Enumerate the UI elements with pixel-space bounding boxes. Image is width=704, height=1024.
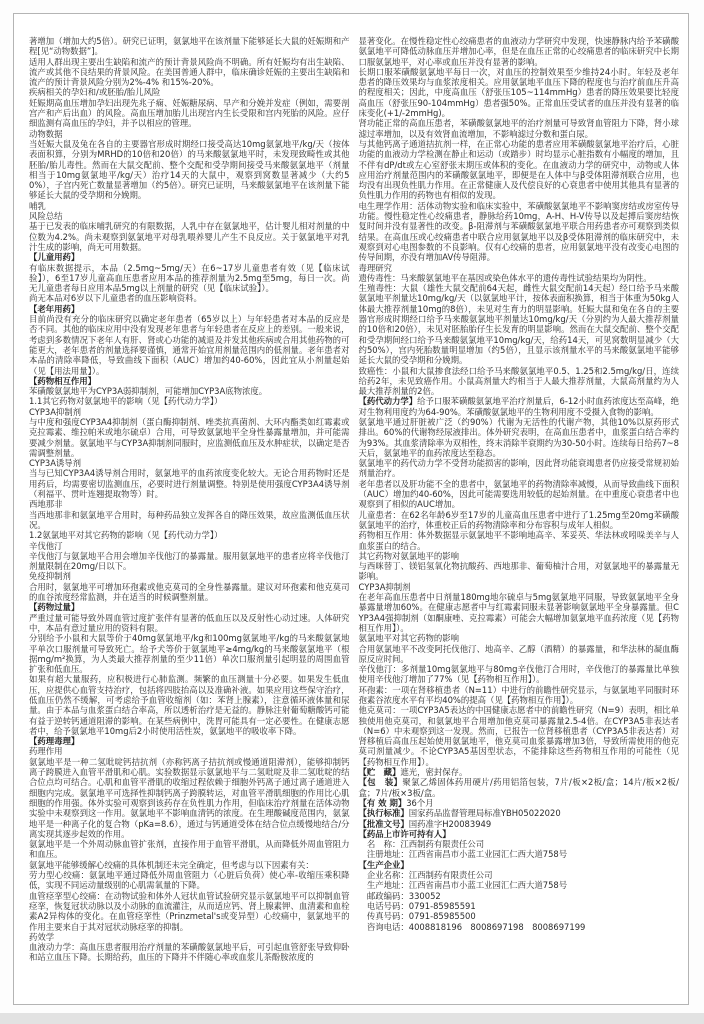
- paragraph: [359, 705, 680, 767]
- paragraph-text: 尚无本品对6岁以下儿童患者的血压影响资料。: [29, 293, 202, 304]
- paragraph-text: 氨氯地平的药代动力学不受肾功能损害的影响，因此肾功能衰竭患者仍应接受常规初始剂量治疗。: [358, 458, 679, 479]
- paragraph-text: 免疫抑制剂: [29, 571, 71, 582]
- paragraph-text: 国家药品监督管理局标准YBH05022020: [408, 808, 561, 819]
- paragraph: [359, 396, 680, 417]
- paragraph-text: 36个月: [406, 797, 434, 808]
- paragraph: [29, 396, 350, 406]
- paragraph: [29, 98, 350, 129]
- paragraph-text: 疾病相关的孕妇和/或胚胎/胎儿风险: [29, 87, 161, 98]
- paragraph: [29, 263, 350, 294]
- paragraph-text: CYP3A抑制剂: [29, 406, 82, 417]
- paragraph: [29, 541, 350, 551]
- paragraph-text: 当西地那非和氨氯地平合用时，每种药品独立发挥各自的降压效果，故应监测低血压状况。: [29, 509, 350, 530]
- paragraph: [29, 57, 350, 88]
- paragraph-text: 有临床数据提示，本品（2.5mg~5mg/天）在6~17岁儿童患者有效（见【临床试验】），6至17岁儿童高血压患者应用本品的推荐剂量为2.5mg至5mg，每日一次。尚无儿童患者每日应用本品5mg以上剂量的研究（见【临床试验】）。: [29, 262, 350, 294]
- paragraph: [359, 839, 680, 849]
- paragraph-text: 显著变化。在慢性稳定性心绞痛患者的血液动力学研究中发现，快速静脉内给予苯磺酸氨氯地平可降低动脉血压并增加心率，但是在血压正常的心绞痛患者的临床研究中长期口服氨氯地平，对心率或血压并没有显著的影响。: [358, 36, 679, 67]
- paragraph-text: 给予口服苯磺酸氨氯地平治疗剂量后，6-12小时血药浓度达至高峰，绝对生物利用度约为64-90%。苯磺酸氨氯地平的生物利用度不受摄入食物的影响。: [358, 396, 680, 417]
- paragraph: [29, 468, 350, 499]
- paragraph: [29, 376, 350, 386]
- paragraph: [359, 510, 680, 531]
- paragraph-text: 注册地址：江西省南昌市小蓝工业园汇仁西大道758号: [358, 849, 568, 860]
- paragraph-text: 合用时，氨氯地平可增加环孢素或他克莫司的全身性暴露量。建议对环孢素和他克莫司的血谷浓度经常监测，并在适当的时候调整剂量。: [29, 581, 350, 603]
- paragraph-text: 致癌性：小鼠和大鼠掺食法经口给予马来酸氨氯地平0.5、1.25和2.5mg/kg/日，连续给药2年，未见致癌作用。小鼠高剂量大约相当于人最大推荐剂量，大鼠高剂量约为人最大推荐剂量的2倍。: [358, 365, 679, 397]
- paragraph: [359, 767, 680, 777]
- paragraph-text: 严重过量可能导致外周血管过度扩张伴有显著的低血压以及反射性心动过速。人体研究中，本品有意过量应用的资料有限。: [29, 612, 350, 633]
- paragraph: [29, 417, 350, 458]
- paragraph: [29, 551, 350, 572]
- paragraph-text: 氨氯地平是一个外周动脉血管扩张剂，直接作用于血管平滑肌，从而降低外周血管阻力和血压。: [29, 839, 350, 860]
- paragraph: [29, 221, 350, 252]
- paragraph-text: 电生理学作用：活体动物实验和临床实验中，苯磺酸氨氯地平不影响窦房结或房室传导功能。慢性稳定性心绞痛患者，静脉给药10mg，A-H、H-V传导以及起搏后窦房结恢复时间并没有显著性的改变。β-阻滞剂与苯磺酸氨氯地平联合用药患者亦可观察到类似结果。在高血压或心绞痛患者中联合应用氨氯地平以及β受体阻滞剂的临床研究中，未观察到对心电图参数的不良影响。仅有心绞痛的患者，应用氨氯地平没有改变心电图的传导间期，亦没有增加AV传导阻滞。: [358, 200, 679, 263]
- paragraph: [29, 674, 350, 736]
- paragraph: [359, 530, 680, 551]
- paragraph: [29, 633, 350, 674]
- section-header: 【批准文号】: [358, 818, 409, 829]
- paragraph: [29, 458, 350, 468]
- paragraph: [359, 366, 680, 397]
- paragraph-text: 遗传毒性：马来酸氨氯地平在基因或染色体水平的遗传毒性试验结果均为阴性。: [358, 272, 652, 283]
- paragraph: [359, 808, 680, 818]
- paragraph-text: 适用人群出现主要出生缺陷和流产的预计背景风险尚不明确。所有妊娠均有出生缺陷、流产或其他不良结果的背景风险。在美国普通人群中，临床确诊妊娠的主要出生缺陷和流产的预计背景风险分别为2%-4% 和15%-20%。: [29, 56, 350, 88]
- paragraph-text: 咨询电话：4008818196 8008697198 8008697199: [358, 921, 586, 932]
- paragraph-text: 苯磺酸氨氯地平为CYP3A弱抑制剂，可能增加CYP3A底物浓度。: [29, 386, 268, 397]
- paragraph: [29, 510, 350, 531]
- insert-text-content: [29, 36, 679, 963]
- paragraph: [359, 139, 680, 201]
- paragraph: [359, 891, 680, 901]
- paragraph-text: 劳力型心绞痛：氨氯地平通过降低外周血管阻力（心脏后负荷）使心率-收缩压乘积降低，实现不同运动量级别的心肌需氧量的下降。: [29, 870, 350, 891]
- paragraph-text: 企业名称：江西制药有限责任公司: [358, 870, 493, 881]
- paragraph-text: 生产地址：江西省南昌市小蓝工业园汇仁西大道758号: [358, 880, 568, 891]
- paragraph: [359, 664, 680, 685]
- paragraph: [359, 458, 680, 479]
- paragraph-text: 1.2氨氯地平对其它药物的影响（见【药代动力学】）: [29, 530, 223, 541]
- paragraph: [359, 201, 680, 263]
- paragraph: [359, 417, 680, 458]
- paragraph-text: 在老年高血压患者中日剂量180mg地尔硫卓与5mg氨氯地平同服，导致氨氯地平全身暴露量增加60%。在健康志愿者中与红霉素同服未显著影响氨氯地平全身暴露量。但CYP3A4强抑制剂（如酮康唑、克拉霉素）可能会大幅增加氨氯地平血药浓度（见【药物相互作用】）。: [358, 592, 679, 633]
- paragraph-text: 血管痉挛型心绞痛：在动物试验和体外人冠状血管试验研究显示氨氯地平可以抑制血管痉挛，恢复冠状动脉以及小动脉的血流灌注，从而适应钙、肾上腺素钾、血清素和血栓素A2异构体的变化。在血管痉挛性（Prinzmetal's或变异型）心绞痛中，氨氯地平的作用主要来自于其对冠状动脉痉挛的抑制。: [29, 890, 350, 932]
- paragraph-text: 长期口服苯磺酸氨氯地平每日一次，对血压的控制效果至少维持24小时。年轻及老年患者的降压效果均与血浆浓度相关。应用氨氯地平血压下降的程度也与治疗前血压升高的程度相关；因此，中度高血压（舒张压105~114mmHg）患者的降压效果要比轻度高血压（舒张压90-104mmHg）患者强50%。正常血压受试者的血压并没有显著的临床变化(+1/-2mmHg)。: [358, 66, 679, 119]
- paragraph-text: 著增加（增加大约5倍）。研究已证明，氨氯地平在该剂量下能够延长大鼠的妊娠期和产程[见“动物数据”]。: [29, 36, 350, 57]
- paragraph: [29, 407, 350, 417]
- paragraph: [359, 644, 680, 665]
- paragraph: [359, 479, 680, 510]
- paragraph: [359, 263, 680, 273]
- paragraph-text: CYP3A抑制剂: [358, 581, 411, 592]
- paragraph-text: 辛伐他汀: [29, 540, 63, 551]
- paragraph: [29, 839, 350, 860]
- paragraph-text: 氨氯地平通过肝脏被广泛（约90%）代谢为无活性的代谢产物，其他10%以原药形式排出。60%的代谢物经尿液排出。体外研究表明，在高血压患者中，血浆蛋白结合率约为93%。其血浆清除率为双相性，终末消除半衰期约为30-50小时。连续每日给药7~8天后，氨氯地平的血药浓度达至稳态。: [358, 416, 679, 458]
- paragraph-text: 妊娠期高血压增加孕妇出现先兆子痫、妊娠糖尿病、早产和分娩并发症（例如，需要剖宫产和产后出血）的风险。高血压增加胎儿出现宫内生长受限和宫内死胎的风险。应仔细监测有高血压的孕妇，并予以相应的管理。: [29, 97, 350, 129]
- section-header: 【药代动力学】: [358, 396, 418, 407]
- paragraph: [29, 129, 350, 139]
- section-header: 【执行标准】: [358, 808, 409, 819]
- paragraph: [359, 551, 680, 561]
- paragraph-text: 当与已知CYP3A4诱导剂合用时，氨氯地平的血药浓度变化较大。无论合用药物时还是用药后，均需要密切监测血压，必要时进行剂量调整。特别是使用强度CYP3A4诱导剂（利福平、贯叶连翘提取物等）时。: [29, 468, 350, 500]
- paragraph-text: 目前尚没有充分的临床研究以确定老年患者（65岁以上）与年轻患者对本品的反应是否不同。其他的临床应用中没有发现老年患者与年轻患者在反应上的差别。一般来说，考虑到多数情况下老年人有肝、肾或心功能的减退及并发其他疾病或合用其他药物的可能更大，老年患者的剂量选择要谨慎，通常开始宜用剂量范围内的低剂量。老年患者对本品的清除率降低，导致曲线下面积（AUC）增加约40-60%，因此宜从小剂量起始（见【用法用量】）。: [29, 314, 350, 376]
- paragraph: [29, 201, 350, 211]
- paragraph-text: 药理作用: [29, 746, 63, 757]
- paragraph-text: 辛伐他汀与氨氯地平合用会增加辛伐他汀的暴露量。服用氨氯地平的患者应将辛伐他汀剂量限制在20mg/日以下。: [29, 550, 350, 572]
- paragraph-text: 动物数据: [29, 128, 63, 139]
- paragraph-text: 邮政编码：330052: [358, 890, 441, 901]
- paragraph: [29, 87, 350, 97]
- paragraph-text: 分别给予小鼠和大鼠等价于40mg氨氯地平/kg和100mg氨氯地平/kg的马来酸氨氯地平单次口服剂量可导致死亡。给予犬等价于氨氯地平≥4mg/kg的马来酸氨氯地平（根据mg/m²换算，为人类最大推荐剂量的至少11倍）单次口服剂量引起明显的周围血管扩张和低血压。: [29, 633, 350, 675]
- paragraph: [359, 685, 680, 706]
- paragraph-text: 国药准字H20083949: [408, 818, 492, 829]
- paragraph: [359, 592, 680, 633]
- paragraph: [29, 891, 350, 932]
- section-header: 【贮 藏】: [358, 767, 401, 778]
- right-column: [359, 36, 680, 963]
- paragraph: [359, 777, 680, 798]
- paragraph: [29, 304, 350, 314]
- paragraph: [359, 911, 680, 921]
- paragraph-text: 基于已发表的临床哺乳研究的有限数据，人乳中存在氨氯地平，估计婴儿相对剂量的中位数为4.2%。尚未观察到氨氯地平对母乳喂养婴儿产生不良反应。关于氨氯地平对乳汁生成的影响，尚无可用数据。: [29, 221, 350, 252]
- paragraph: [29, 932, 350, 942]
- paragraph-text: 氨氯地平是一种二氢吡啶钙拮抗剂（亦称钙离子拮抗剂或慢通道阻滞剂），能够抑制钙离子跨膜进入血管平滑肌和心肌。实验数据显示氨氯地平与二氢吡啶及非二氢吡啶的结合位点均可结合。心肌和血管平滑肌的收缩过程依赖于细胞外钙离子通过离子通道进入细胞内完成。氨氯地平可选择性抑制钙离子跨膜转运，对血管平滑肌细胞的作用比心肌细胞的作用强。体外实验可观察到该药存在负性肌力作用，但临床治疗剂量在活体动物实验中未观察到这一作用。氨氯地平不影响血清钙的浓度。在生理酸碱度范围内，氨氯地平是一种离子化的复合物（pKa=8.6），通过与钙通道受体在结合位点缓慢地结合/分离实现其逐步起效的作用。: [29, 756, 350, 839]
- section-header: 【老年用药】: [29, 303, 80, 314]
- paragraph-text: 与中度和强度CYP3A4抑制剂（蛋白酶抑制剂、唑类抗真菌剂、大环内酯类如红霉素或克拉霉素、维拉帕米或地尔硫卓）合用，可导致氨氯地平全身性暴露量增加，并可能需要减少剂量。氨氯地平与CYP3A抑制剂同服时，应监测低血压及水肿症状，以确定是否需调整剂量。: [29, 416, 350, 458]
- paragraph-text: 传真号码：0791-85985500: [358, 911, 476, 922]
- section-header: 【药品上市许可持有人】: [358, 828, 451, 839]
- paragraph: [29, 757, 350, 839]
- paragraph-text: 儿童患者：在62名年龄6岁至17岁的儿童高血压患者中进行了1.25mg至20mg苯磺酸氨氯地平的治疗，体重校正后的药物清除率和分布容积与成年人相似。: [358, 509, 679, 530]
- paragraph: [359, 819, 680, 829]
- paragraph-text: 肾功能正常的高血压患者，苯磺酸氨氯地平的治疗剂量可导致肾血管阻力下降，肾小球滤过率增加，以及有效肾血流增加，不影响滤过分数和蛋白尿。: [358, 118, 679, 139]
- paragraph-text: 与其他钙离子通道拮抗剂一样，在正常心功能的患者应用苯磺酸氨氯地平治疗后，心脏功能的血液动力学检测在静止和运动（或踏步）时均显示心脏指数有小幅度的增加，且不伴有dP/dt或左心室舒张末期压或体积的变化。在血液动力学的研究中，动物或人体应用治疗剂量范围内的苯磺酸氨氯地平，即便是在人体中与β受体阻滞剂联合应用，也均没有出现负性肌力作用。在正常健康人及代偿良好的心衰患者中使用其他具有显著的负性肌力作用的药物也有相似的发现。: [358, 138, 679, 201]
- paragraph: [359, 901, 680, 911]
- paragraph: [359, 561, 680, 582]
- paragraph-text: 老年患者以及肝功能不全的患者中，氨氯地平的药物清除率减慢，从而导致曲线下面积（AUC）增加约40-60%，因此可能需要选用较低的起始剂量。在中重度心衰患者中也观察到了相似的AUC增加。: [358, 478, 679, 510]
- paragraph-text: 氨氯地平能够缓解心绞痛的具体机制还未完全确定，但考虑与以下因素有关：: [29, 859, 314, 870]
- paragraph-text: 生殖毒性：大鼠（雄性大鼠交配前64天起，雌性大鼠交配前14天起）经口给予马来酸氨氯地平剂量达10mg/kg/天（以氨氯地平计，按体表面积换算，相当于体重为50kg人体最大推荐剂量10mg的8倍），未见对生育力的明显影响。妊娠大鼠和兔在各自的主要器官形成时期经口给予马来酸氨氯地平剂量达10mg/kg/天（分别约为人最大推荐剂量的10倍和20倍），未见对胚胎胎仔生长发育的明显影响。然而在大鼠交配前、整个交配和受孕期间经口给予马来酸氨氯地平10mg/kg/天，给药14天，可见窝数明显减少（大约50%），宫内死胎数量明显增加（约5倍），且显示该剂量水平的马来酸氨氯地平能够延长大鼠的受孕期和分娩期。: [358, 283, 679, 366]
- paragraph: [359, 860, 680, 870]
- paragraph-text: 合用氨氯地平不改变阿托伐他汀、地高辛、乙醇（酒精）的暴露量，和华法林的凝血酶原反应时间。: [358, 643, 679, 664]
- paragraph: [29, 530, 350, 540]
- paragraph-text: 辛伐他汀：多剂量10mg氨氯地平与80mg辛伐他汀合用时，辛伐他汀的暴露量比单独使用辛伐他汀增加了77%（见【药物相互作用】）。: [358, 664, 679, 685]
- page-bottom-edge-shadow: [0, 1013, 704, 1024]
- paragraph: [29, 36, 350, 57]
- paragraph-text: 1.1其它药物对氨氯地平的影响（见【药代动力学】）: [29, 396, 223, 407]
- paragraph: [359, 849, 680, 859]
- paragraph-text: 遮光，密封保存。: [400, 767, 468, 778]
- paragraph-text: 环孢素：一项在肾移植患者（N=11）中进行的前瞻性研究显示，与氨氯地平同服时环孢素谷浓度水平有平均40%的提高（见【药物相互作用】）。: [358, 684, 679, 705]
- paragraph: [29, 582, 350, 603]
- section-header: 【有 效 期】: [358, 797, 407, 808]
- paragraph: [29, 736, 350, 746]
- paragraph-text: 氨氯地平对其它药物的影响: [358, 633, 459, 644]
- paragraph-text: 哺乳: [29, 200, 46, 211]
- paragraph: [359, 118, 680, 139]
- paragraph: [29, 746, 350, 756]
- paragraph-text: CYP3A诱导剂: [29, 458, 82, 469]
- section-header: 【药物过量】: [29, 602, 80, 613]
- paragraph: [29, 314, 350, 376]
- paragraph-text: 电话号码：0791-85985591: [358, 900, 476, 911]
- paragraph: [359, 67, 680, 118]
- paragraph: [29, 870, 350, 891]
- paragraph-text: 风险总结: [29, 211, 63, 222]
- paragraph-text: 如果有超大量服药，应积极进行心肺监测。频繁的血压测量十分必要。如果发生低血压，应提供心血管支持治疗，包括将四肢抬高以及准确补液。如果应用这些保守治疗，低血压仍然不缓解，可考虑给予血管收缩剂（如：苯肾上腺素），注意循环液体量和尿量。由于本品与血浆蛋白结合率高，所以透析治疗是无益的。静脉注射葡萄糖酸钙可能有益于逆转钙通道阻滞的影响。在某些病例中，洗胃可能具有一定必要性。在健康志愿者中，给予氨氯地平10mg后2小时使用活性炭，氨氯地平的吸收率下降。: [29, 674, 350, 736]
- paragraph-text: 当妊娠大鼠及兔在各自的主要器官形成时期经口接受高达10mg氨氯地平/kg/天（按体表面积算，分别为MRHD的10倍和20倍）的马来酸氨氯地平时，未发现致畸性或其他胚胎/胎儿毒性。然而在大鼠交配前、整个交配和受孕期间接受马来酸氨氯地平（剂量相当于10mg氨氯地平/kg/天）治疗14天的大鼠中，观察到窝数显著减少（大约50%），子宫内死亡数量显著增加（约5倍）。研究已证明，马来酸氨氯地平在该剂量下能够延长大鼠的受孕期和分娩期。: [29, 138, 350, 201]
- paragraph: [29, 613, 350, 634]
- paragraph: [359, 829, 680, 839]
- paragraph: [29, 386, 350, 396]
- paragraph: [359, 36, 680, 67]
- paragraph-text: 毒理研究: [358, 262, 392, 273]
- left-column: [29, 36, 350, 963]
- paragraph-text: 他克莫司：一项CYP3A5表达的中国健康志愿者中的前瞻性研究（N=9）表明，相比单独使用他克莫司，和氨氯地平合用增加他克莫司暴露量2.5-4倍。在CYP3A5非表达者（N=6）中未观察到这一发现。然而，已报告一位肾移植患者（CYP3A5非表达者）对肾移植后高血压起始使用氨氯地平，他克莫司血浆暴露增加3倍，导致所需使用的他克莫司剂量减少。不论CYP3A5基因型状态，不能排除这些药物相互作用的可能性（见【药物相互作用】）。: [358, 705, 679, 767]
- paragraph: [359, 582, 680, 592]
- paragraph: [29, 293, 350, 303]
- paragraph: [29, 252, 350, 262]
- paragraph-text: 西地那非: [29, 499, 63, 510]
- paragraph: [29, 942, 350, 963]
- paragraph: [359, 283, 680, 365]
- paragraph: [29, 211, 350, 221]
- section-header: 【儿童用药】: [29, 252, 80, 263]
- paragraph-text: 名 称：江西制药有限责任公司: [358, 839, 485, 850]
- paragraph: [359, 870, 680, 880]
- paragraph: [359, 798, 680, 808]
- paragraph: [29, 860, 350, 870]
- paragraph: [359, 633, 680, 643]
- paragraph: [29, 139, 350, 201]
- paragraph: [29, 571, 350, 581]
- paragraph-text: 血液动力学：高血压患者服用治疗剂量的苯磺酸氨氯地平后，可引起血管舒张导致仰卧和站立血压下降。长期给药，血压的下降并不伴随心率或血浆儿茶酚胺浓度的: [29, 942, 350, 963]
- paragraph-text: 其它药物对氨氯地平的影响: [358, 550, 459, 561]
- paragraph-text: 药效学: [29, 931, 55, 942]
- paragraph: [29, 602, 350, 612]
- paragraph-text: 药物相互作用：体外数据显示氨氯地平不影响地高辛、苯妥英、华法林或吲哚美辛与人血浆蛋白的结合。: [358, 530, 679, 551]
- paragraph-text: 聚氯乙烯固体药用硬片/药用铝箔包装，7片/板×2板/盒；14片/板×2板/盒；7片/板×3板/盒。: [358, 777, 679, 798]
- section-header: 【生产企业】: [358, 859, 409, 870]
- paragraph-text: 与西咪替丁、镁铝氢氧化物抗酸药、西地那非、葡萄柚汁合用，对氨氯地平的暴露量无影响。: [358, 561, 679, 582]
- section-header: 【药理毒理】: [29, 736, 80, 747]
- paragraph: [29, 499, 350, 509]
- paragraph: [359, 880, 680, 890]
- section-header: 【包 装】: [358, 777, 403, 788]
- paragraph: [359, 273, 680, 283]
- section-header: 【药物相互作用】: [29, 375, 96, 386]
- paragraph: [359, 922, 680, 932]
